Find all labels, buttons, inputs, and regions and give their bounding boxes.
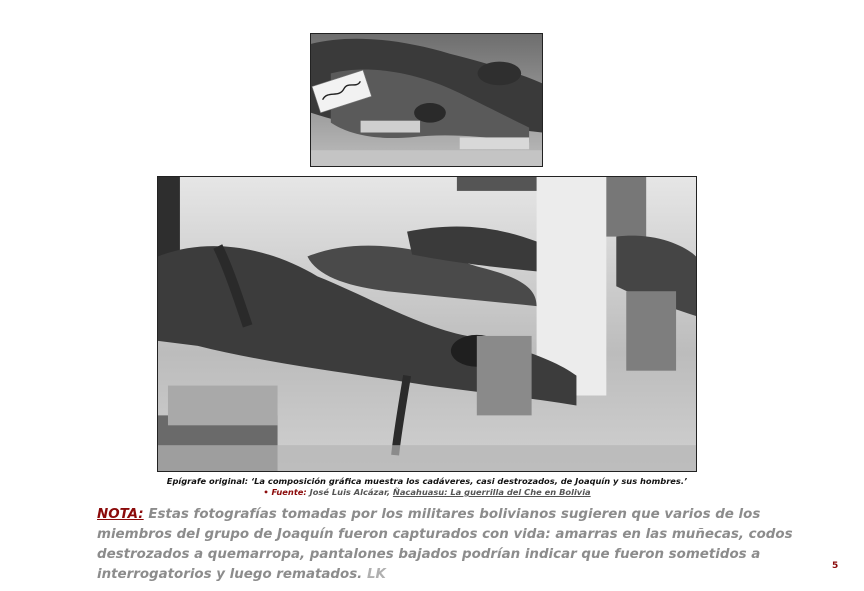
caption-original: Epígrafe original: ‘La composición gráfica muestra los cadáveres, casi destrozados, de Joaquín y sus hombres.’ [166,476,688,486]
note-signature: LK [366,567,386,582]
note-paragraph [97,505,797,585]
main-photograph [157,176,697,472]
note-text: Estas fotografías tomadas por los militares bolivianos sugieren que varios de los miembros del grupo de Joaquín fueron capturados con vida: amarras en las muñecas, codos destrozados a quemarropa, pantalones bajados podrían indicar que fueron sometidos a interrogatorios y luego rematados. [97,507,793,582]
source-label: • Fuente: [263,487,307,497]
note-label: NOTA: [97,507,144,522]
caption-source [157,487,697,497]
source-title-link[interactable]: Ñacahuasu: La guerrilla del Che en Bolivia [392,487,591,497]
page-number: 5 [832,561,839,571]
source-author: José Luis Alcázar, [309,487,390,497]
top-photograph [310,33,543,167]
